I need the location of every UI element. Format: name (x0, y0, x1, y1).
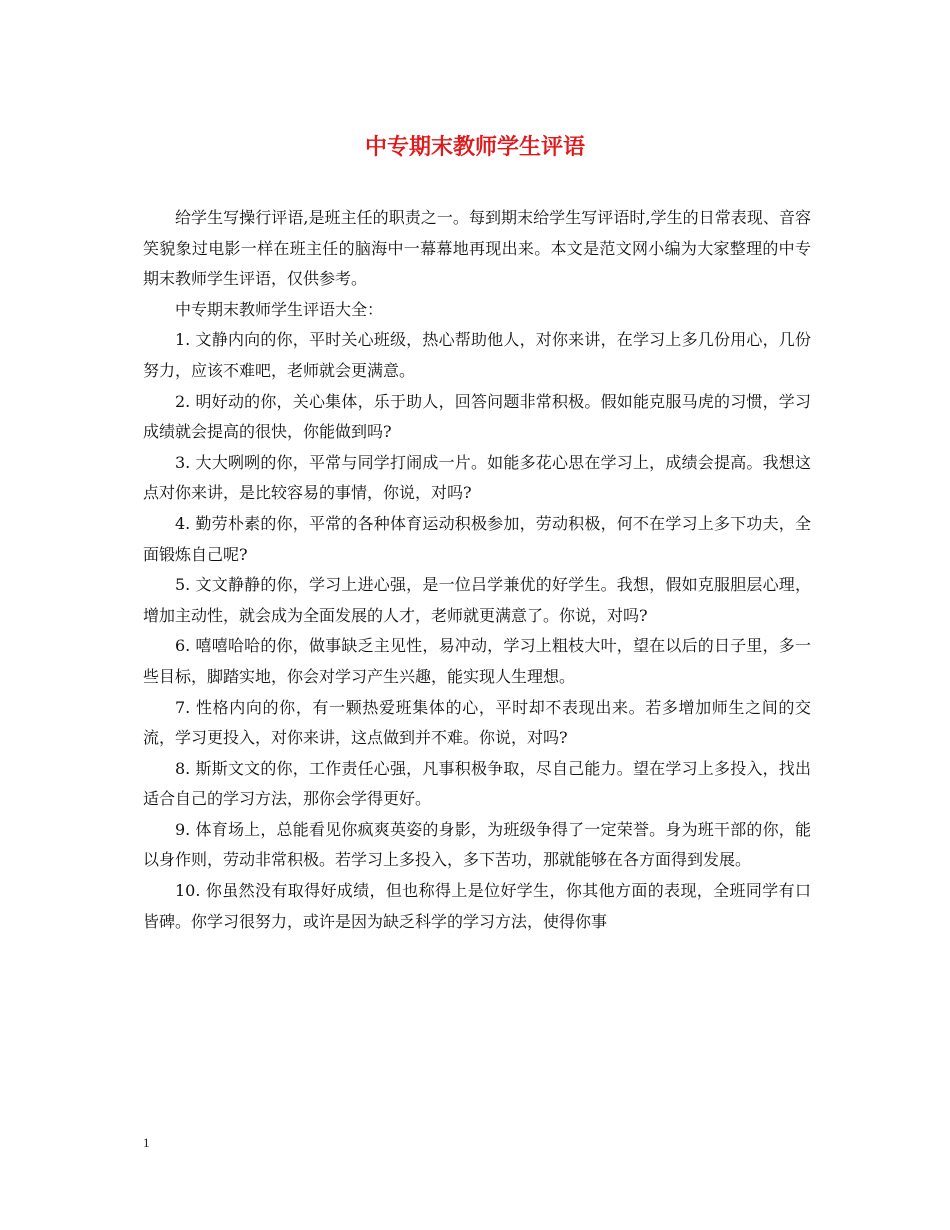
paragraph-comment-10: 10. 你虽然没有取得好成绩，但也称得上是位好学生，你其他方面的表现，全班同学有口皆碑。你学习很努力，或许是因为缺乏科学的学习方法，使得你事 (143, 881, 811, 931)
paragraph-intro: 给学生写操行评语,是班主任的职责之一。每到期末给学生写评语时,学生的日常表现、音容笑貌象过电影一样在班主任的脑海中一幕幕地再现出来。本文是范文网小编为大家整理的中专期末教师学生评语，仅供参考。 (143, 208, 811, 289)
paragraph-comment-5: 5. 文文静静的你，学习上进心强，是一位吕学兼优的好学生。我想，假如克服胆层心理，增加主动性，就会成为全面发展的人才，老师就更满意了。你说，对吗? (143, 575, 811, 625)
document-body (143, 203, 811, 937)
paragraph-comment-2: 2. 明好动的你，关心集体，乐于助人，回答问题非常积极。假如能克服马虎的习惯，学习成绩就会提高的很快，你能做到吗? (143, 391, 811, 442)
paragraph-comment-1: 1. 文静内向的你，平时关心班级，热心帮助他人，对你来讲，在学习上多几份用心，几份努力，应该不难吧，老师就会更满意。 (143, 330, 811, 380)
paragraph-heading: 中专期末教师学生评语大全： (175, 299, 384, 319)
paragraph-comment-8: 8. 斯斯文文的你，工作责任心强，凡事积极争取，尽自己能力。望在学习上多投入，找出适合自己的学习方法，那你会学得更好。 (143, 758, 811, 809)
paragraph-comment-7: 7. 性格内向的你，有一颗热爱班集体的心，平时却不表现出来。若多增加师生之间的交流，学习更投入，对你来讲，这点做到并不难。你说，对吗? (143, 697, 811, 748)
paragraph-comment-4: 4. 勤劳朴素的你，平常的各种体育运动积极参加，劳动积极，何不在学习上多下功夫，全面锻炼自己呢? (143, 513, 811, 564)
page-number: 1 (143, 1135, 150, 1150)
paragraph-comment-6: 6. 嘻嘻哈哈的你，做事缺乏主见性，易冲动，学习上粗枝大叶，望在以后的日子里，多一些目标，脚踏实地，你会对学习产生兴趣，能实现人生理想。 (143, 636, 811, 686)
document-title: 中专期末教师学生评语 (364, 134, 585, 160)
paragraph-comment-9: 9. 体育场上，总能看见你疯爽英姿的身影，为班级争得了一定荣誉。身为班干部的你，能以身作则，劳动非常积极。若学习上多投入，多下苦功，那就能够在各方面得到发展。 (143, 819, 811, 870)
paragraph-comment-3: 3. 大大咧咧的你，平常与同学打闹成一片。如能多花心思在学习上，成绩会提高。我想这点对你来讲，是比较容易的事情，你说，对吗? (143, 452, 811, 503)
